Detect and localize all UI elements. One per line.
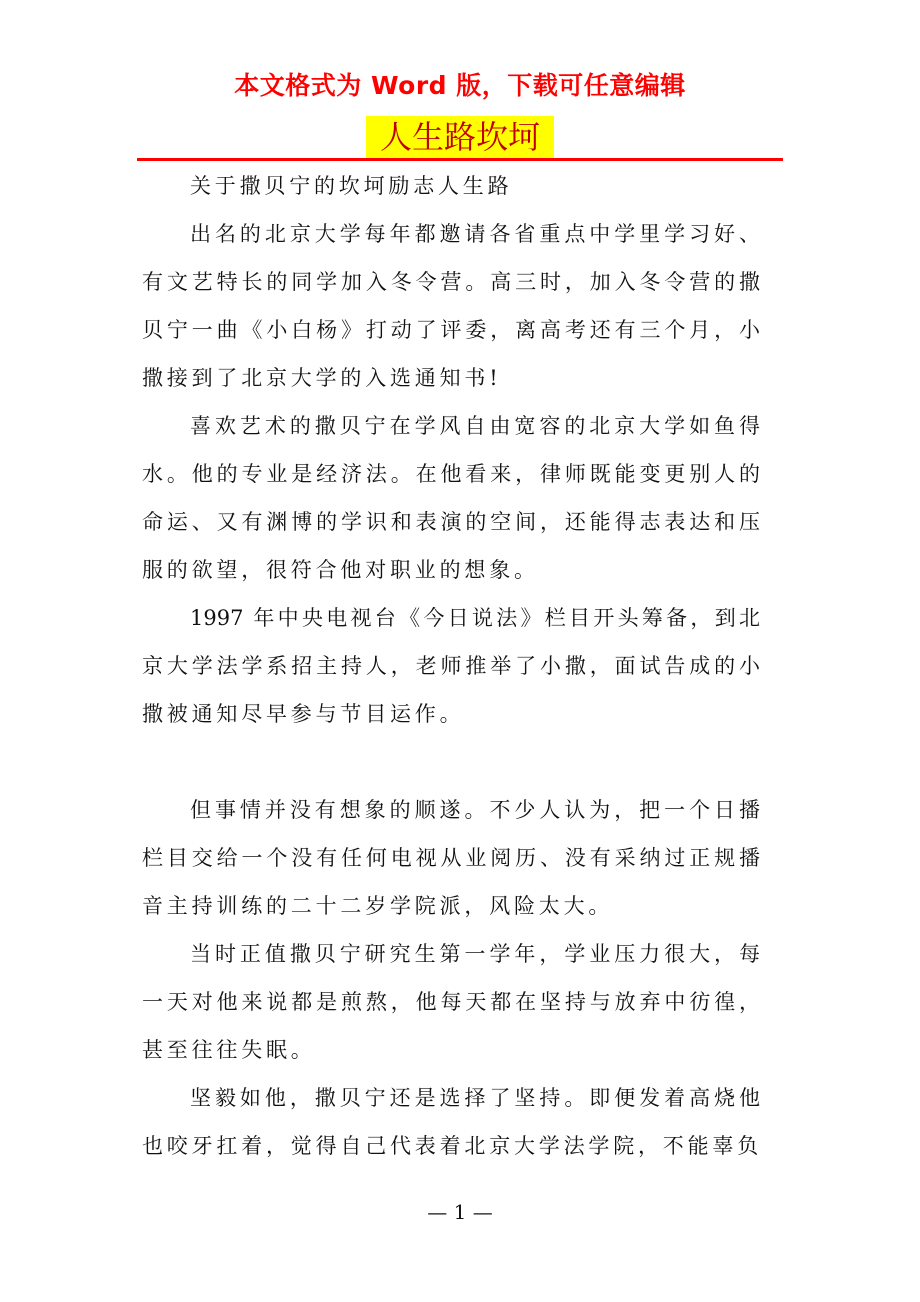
paragraph xyxy=(142,214,760,406)
text-line: 甚至往往失眠。 xyxy=(142,1038,316,1062)
text-line: 水。他的专业是经济法。在他看来，律师既能变更别人的 xyxy=(142,462,760,486)
text-line: 撒被通知尽早参与节目运作。 xyxy=(142,702,465,726)
text-line: 音主持训练的二十二岁学院派，风险太大。 xyxy=(142,894,614,918)
document-body xyxy=(142,166,760,1174)
paragraph xyxy=(142,934,760,1078)
text-line: 但事情并没有想象的顺遂。不少人认为，把一个日播 xyxy=(190,798,760,822)
text-line: 贝宁一曲《小白杨》打动了评委，离高考还有三个月，小 xyxy=(142,318,760,342)
text-line: 坚毅如他，撒贝宁还是选择了坚持。即便发着高烧他 xyxy=(190,1086,760,1110)
text-line: 喜欢艺术的撒贝宁在学风自由宽容的北京大学如鱼得 xyxy=(190,414,760,438)
blank-line xyxy=(142,742,760,790)
paragraph xyxy=(142,1078,760,1174)
paragraph xyxy=(142,166,760,214)
paragraph xyxy=(142,598,760,742)
title-divider xyxy=(137,158,783,161)
text-line: 命运、又有渊博的学识和表演的空间，还能得志表达和压 xyxy=(142,510,760,534)
text-line: 也咬牙扛着，觉得自己代表着北京大学法学院，不能辜负 xyxy=(142,1134,762,1158)
text-line: 有文艺特长的同学加入冬令营。高三时，加入冬令营的撒 xyxy=(142,270,760,294)
text-line: 一天对他来说都是煎熬，他每天都在坚持与放弃中彷徨， xyxy=(142,990,760,1014)
text-line: 撒接到了北京大学的入选通知书! xyxy=(142,366,502,390)
page-number: — 1 — xyxy=(427,1200,493,1224)
text-line: 京大学法学系招主持人，老师推举了小撒，面试告成的小 xyxy=(142,654,760,678)
text-line: 服的欲望，很符合他对职业的想象。 xyxy=(142,558,539,582)
paragraph xyxy=(142,790,760,934)
text-line: 出名的北京大学每年都邀请各省重点中学里学习好、 xyxy=(190,222,760,246)
paragraph xyxy=(142,406,760,598)
document-title: 人生路坎坷 xyxy=(366,116,554,158)
format-notice: 本文格式为 Word 版，下载可任意编辑 xyxy=(234,71,686,100)
text-line: 关于撒贝宁的坎坷励志人生路 xyxy=(190,174,513,198)
text-line: 1997 年中央电视台《今日说法》栏目开头筹备，到北 xyxy=(190,606,760,630)
text-line: 当时正值撒贝宁研究生第一学年，学业压力很大，每 xyxy=(190,942,760,966)
text-line: 栏目交给一个没有任何电视从业阅历、没有采纳过正规播 xyxy=(142,846,760,870)
